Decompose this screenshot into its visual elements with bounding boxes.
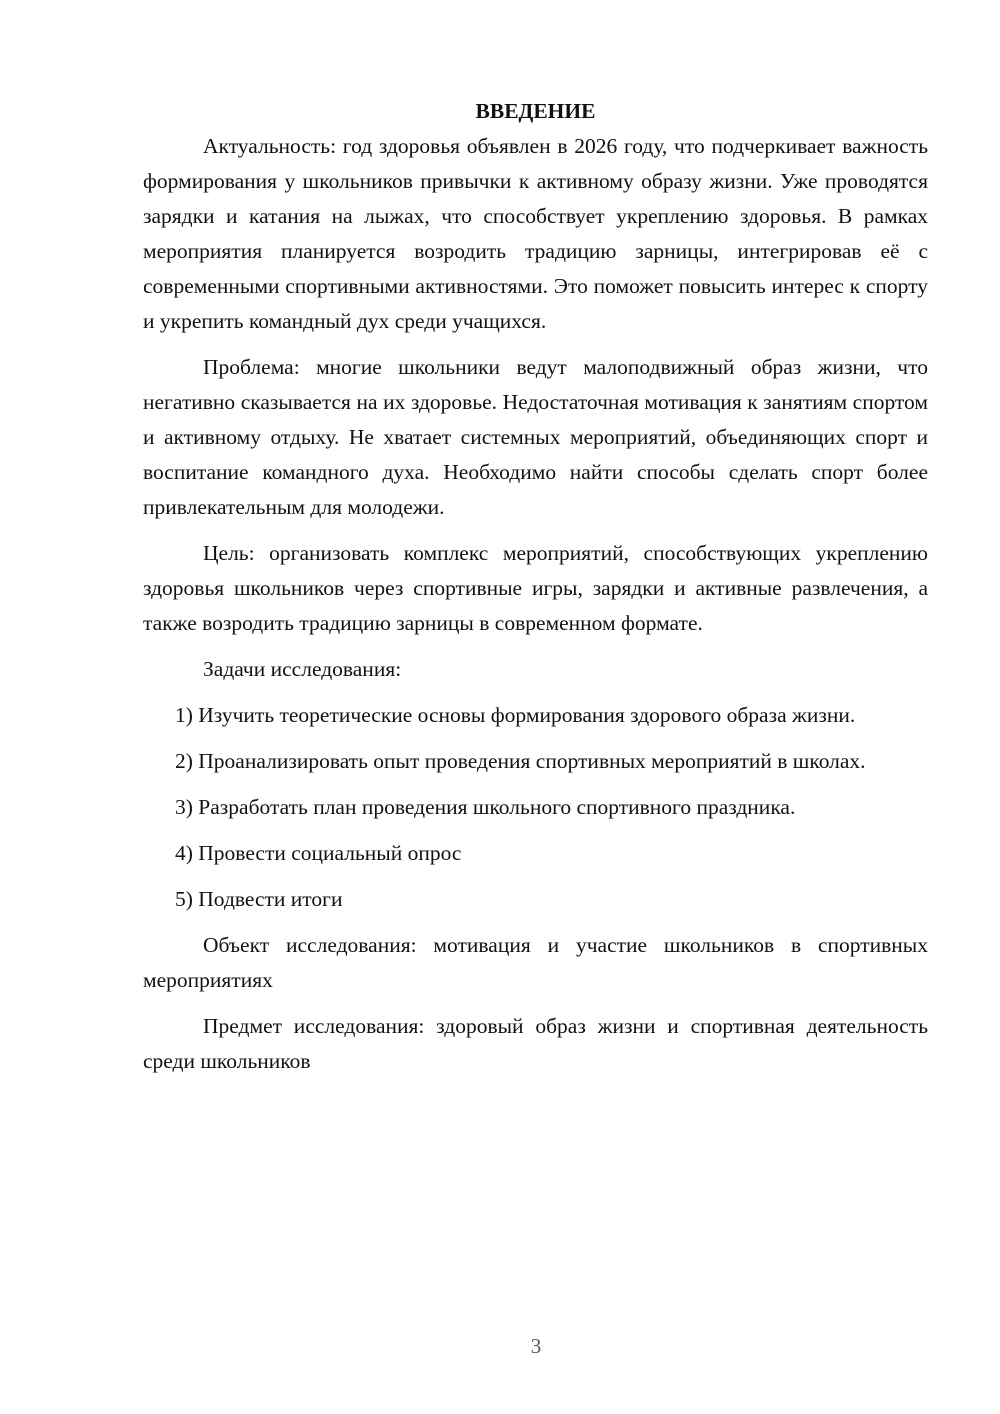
relevance-paragraph: Актуальность: год здоровья объявлен в 2026 году, что подчеркивает важность формирования у школьников привычки к активному образу жизни. Уже проводятся зарядки и катания на лыжах, что способствует укреплению здоровья. В рамках мероприятия планируется возродить традицию зарницы, интегрировав её с современными спортивными активностями. Это поможет повысить интерес к спорту и укрепить командный дух среди учащихся. — [143, 134, 928, 333]
object-paragraph: Объект исследования: мотивация и участие школьников в спортивных мероприятиях — [143, 933, 928, 992]
goal-paragraph: Цель: организовать комплекс мероприятий, способствующих укреплению здоровья школьников через спортивные игры, зарядки и активные развлечения, а также возродить традицию зарницы в современном формате. — [143, 541, 928, 635]
page-content — [143, 94, 928, 1079]
task-item-4: 4) Провести социальный опрос — [175, 841, 462, 865]
task-item-2: 2) Проанализировать опыт проведения спортивных мероприятий в школах. — [175, 749, 866, 773]
task-item-3: 3) Разработать план проведения школьного спортивного праздника. — [175, 795, 796, 819]
task-item-1: 1) Изучить теоретические основы формирования здорового образа жизни. — [175, 703, 856, 727]
tasks-title: Задачи исследования: — [203, 657, 402, 681]
subject-paragraph: Предмет исследования: здоровый образ жизни и спортивная деятельность среди школьников — [143, 1014, 928, 1073]
task-item-5: 5) Подвести итоги — [175, 887, 343, 911]
page-title: ВВЕДЕНИЕ — [475, 99, 596, 123]
problem-paragraph: Проблема: многие школьники ведут малоподвижный образ жизни, что негативно сказывается на их здоровье. Недостаточная мотивация к занятиям спортом и активному отдыху. Не хватает системных мероприятий, объединяющих спорт и воспитание командного духа. Необходимо найти способы сделать спорт более привлекательным для молодежи. — [143, 355, 928, 519]
page-number: 3 — [530, 1334, 542, 1358]
